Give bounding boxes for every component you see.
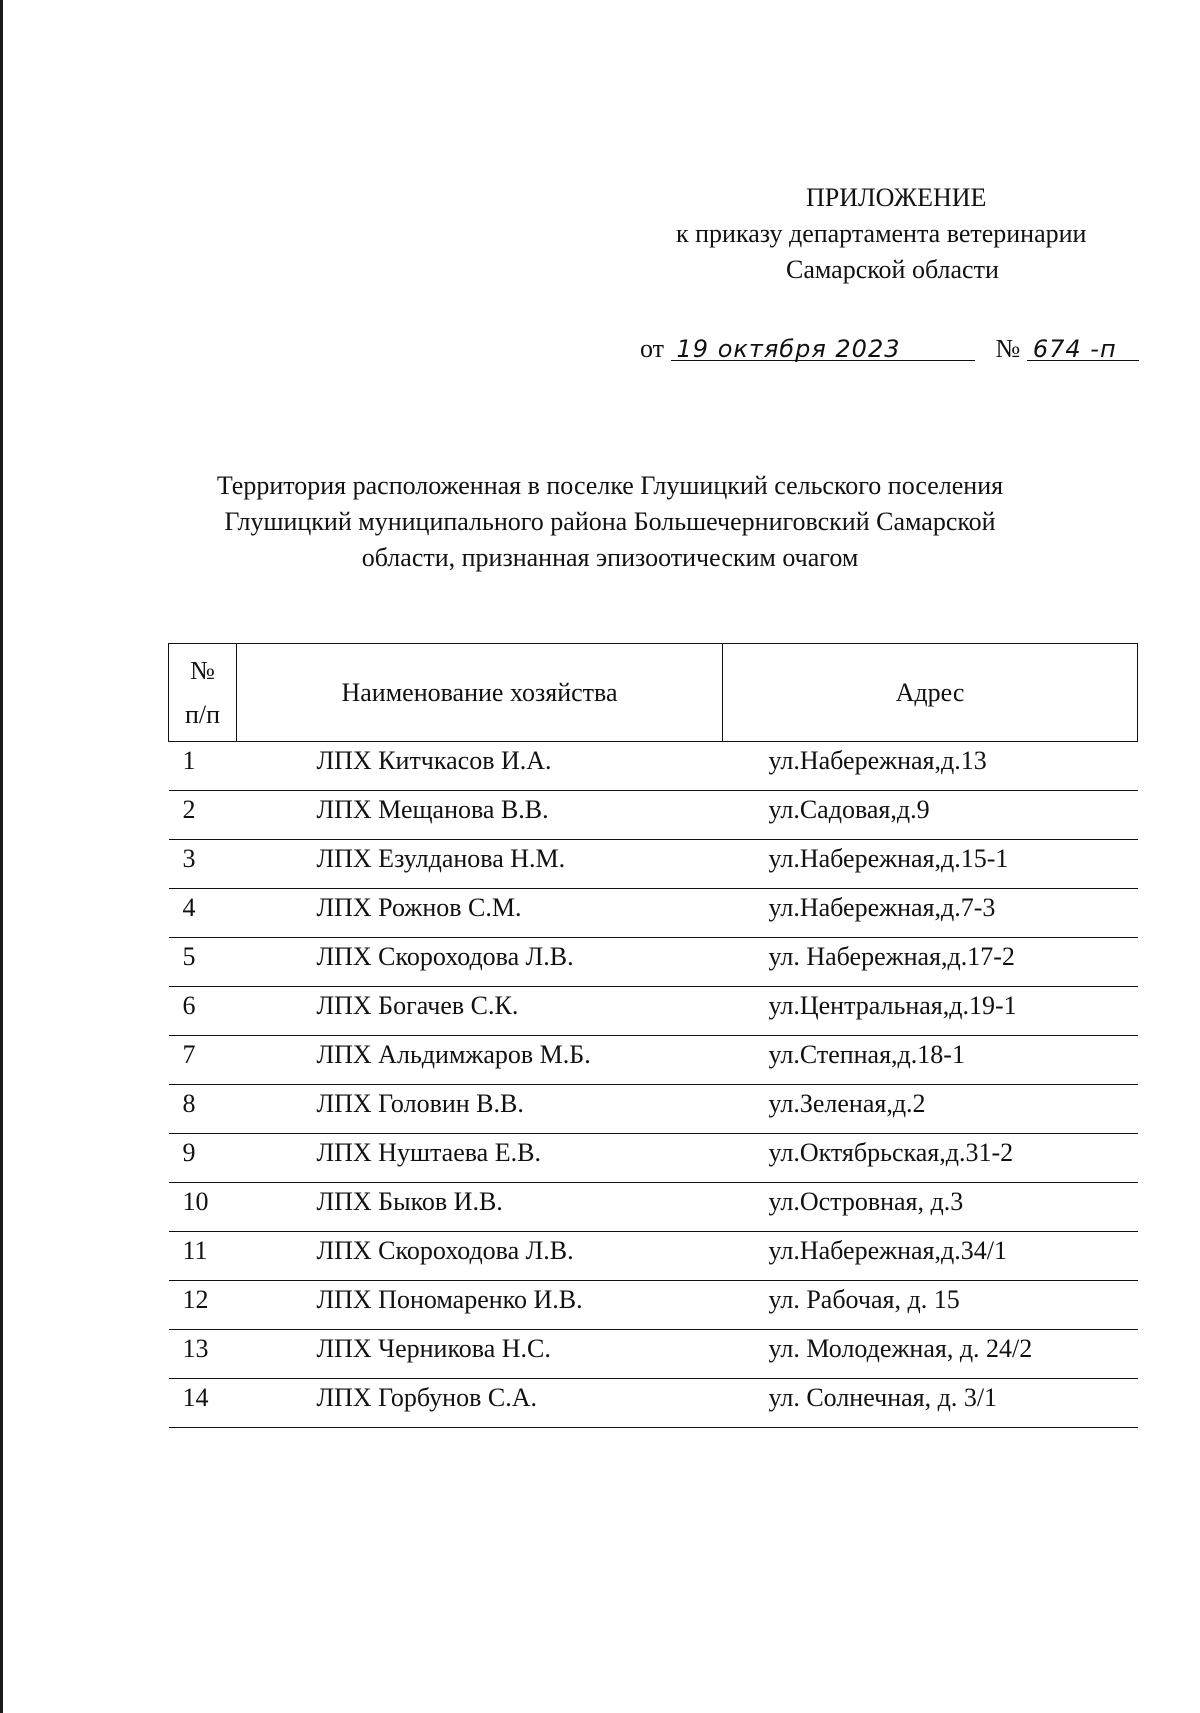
farm-name: ЛПХ Пономаренко И.В. bbox=[237, 1281, 723, 1330]
table-row bbox=[169, 987, 1138, 1036]
table-row bbox=[169, 1330, 1138, 1379]
number-field bbox=[1027, 334, 1139, 361]
header-num-pp: п/п bbox=[184, 699, 221, 729]
document-title bbox=[170, 468, 1050, 576]
farm-address: ул.Зеленая,д.2 bbox=[723, 1085, 1138, 1134]
farm-name: ЛПХ Альдимжаров М.Б. bbox=[237, 1036, 723, 1085]
farm-name: ЛПХ Головин В.В. bbox=[237, 1085, 723, 1134]
header-name: Наименование хозяйства bbox=[237, 644, 723, 742]
table-row bbox=[169, 1183, 1138, 1232]
number-handwritten: 674 -п bbox=[1032, 335, 1117, 363]
row-number: 5 bbox=[169, 938, 237, 987]
table-row bbox=[169, 889, 1138, 938]
row-number: 13 bbox=[169, 1330, 237, 1379]
farm-address: ул. Рабочая, д. 15 bbox=[723, 1281, 1138, 1330]
row-number: 11 bbox=[169, 1232, 237, 1281]
title-line-2: Глушицкий муниципального района Большечерниговский Самарской bbox=[224, 507, 996, 536]
farm-name: ЛПХ Богачев С.К. bbox=[237, 987, 723, 1036]
table-row bbox=[169, 791, 1138, 840]
farm-address: ул.Набережная,д.34/1 bbox=[723, 1232, 1138, 1281]
farm-address: ул.Набережная,д.15-1 bbox=[723, 840, 1138, 889]
table-row bbox=[169, 1085, 1138, 1134]
number-prefix: № bbox=[995, 334, 1021, 363]
farm-address: ул. Набережная,д.17-2 bbox=[723, 938, 1138, 987]
row-number: 1 bbox=[169, 742, 237, 791]
row-number: 7 bbox=[169, 1036, 237, 1085]
table-row bbox=[169, 742, 1138, 791]
farm-name: ЛПХ Рожнов С.М. bbox=[237, 889, 723, 938]
table-row bbox=[169, 938, 1138, 987]
date-prefix: от bbox=[640, 334, 665, 363]
title-line-3: области, признанная эпизоотическим очагом bbox=[361, 543, 859, 572]
date-field bbox=[671, 334, 975, 361]
table-row bbox=[169, 840, 1138, 889]
farm-name: ЛПХ Нуштаева Е.В. bbox=[237, 1134, 723, 1183]
table-row bbox=[169, 1036, 1138, 1085]
farm-address: ул.Октябрьская,д.31-2 bbox=[723, 1134, 1138, 1183]
row-number: 3 bbox=[169, 840, 237, 889]
farm-name: ЛПХ Китчкасов И.А. bbox=[237, 742, 723, 791]
farm-address: ул.Центральная,д.19-1 bbox=[723, 987, 1138, 1036]
farm-name: ЛПХ Горбунов С.А. bbox=[237, 1379, 723, 1428]
farm-name: ЛПХ Езулданова Н.М. bbox=[237, 840, 723, 889]
appendix-title: ПРИЛОЖЕНИЕ bbox=[806, 183, 987, 212]
farm-address: ул.Степная,д.18-1 bbox=[723, 1036, 1138, 1085]
date-handwritten: 19 октября 2023 bbox=[676, 335, 901, 363]
row-number: 9 bbox=[169, 1134, 237, 1183]
scan-edge bbox=[0, 0, 3, 1713]
title-line-1: Территория расположенная в поселке Глушицкий сельского поселения bbox=[216, 471, 1004, 500]
row-number: 2 bbox=[169, 791, 237, 840]
appendix-region-line: Самарской области bbox=[786, 255, 999, 284]
farm-name: ЛПХ Скороходова Л.В. bbox=[237, 938, 723, 987]
header-address: Адрес bbox=[723, 644, 1138, 742]
farm-address: ул.Набережная,д.7-3 bbox=[723, 889, 1138, 938]
table-body bbox=[169, 742, 1138, 1428]
header-num-symbol: № bbox=[190, 655, 215, 685]
farms-table bbox=[168, 643, 1138, 1428]
row-number: 12 bbox=[169, 1281, 237, 1330]
farm-address: ул.Садовая,д.9 bbox=[723, 791, 1138, 840]
row-number: 10 bbox=[169, 1183, 237, 1232]
farm-name: ЛПХ Скороходова Л.В. bbox=[237, 1232, 723, 1281]
farm-name: ЛПХ Черникова Н.С. bbox=[237, 1330, 723, 1379]
farm-address: ул.Островная, д.3 bbox=[723, 1183, 1138, 1232]
order-date-line bbox=[640, 334, 1139, 364]
row-number: 8 bbox=[169, 1085, 237, 1134]
row-number: 14 bbox=[169, 1379, 237, 1428]
table-row bbox=[169, 1134, 1138, 1183]
table-row bbox=[169, 1281, 1138, 1330]
table-row bbox=[169, 1379, 1138, 1428]
row-number: 4 bbox=[169, 889, 237, 938]
row-number: 6 bbox=[169, 987, 237, 1036]
appendix-order-line: к приказу департамента ветеринарии bbox=[676, 219, 1087, 248]
table-header-row bbox=[169, 644, 1138, 742]
farm-address: ул.Набережная,д.13 bbox=[723, 742, 1138, 791]
farm-name: ЛПХ Мещанова В.В. bbox=[237, 791, 723, 840]
header-num bbox=[169, 644, 237, 742]
table-row bbox=[169, 1232, 1138, 1281]
farm-address: ул. Солнечная, д. 3/1 bbox=[723, 1379, 1138, 1428]
farm-address: ул. Молодежная, д. 24/2 bbox=[723, 1330, 1138, 1379]
farm-name: ЛПХ Быков И.В. bbox=[237, 1183, 723, 1232]
appendix-header bbox=[600, 180, 1180, 288]
